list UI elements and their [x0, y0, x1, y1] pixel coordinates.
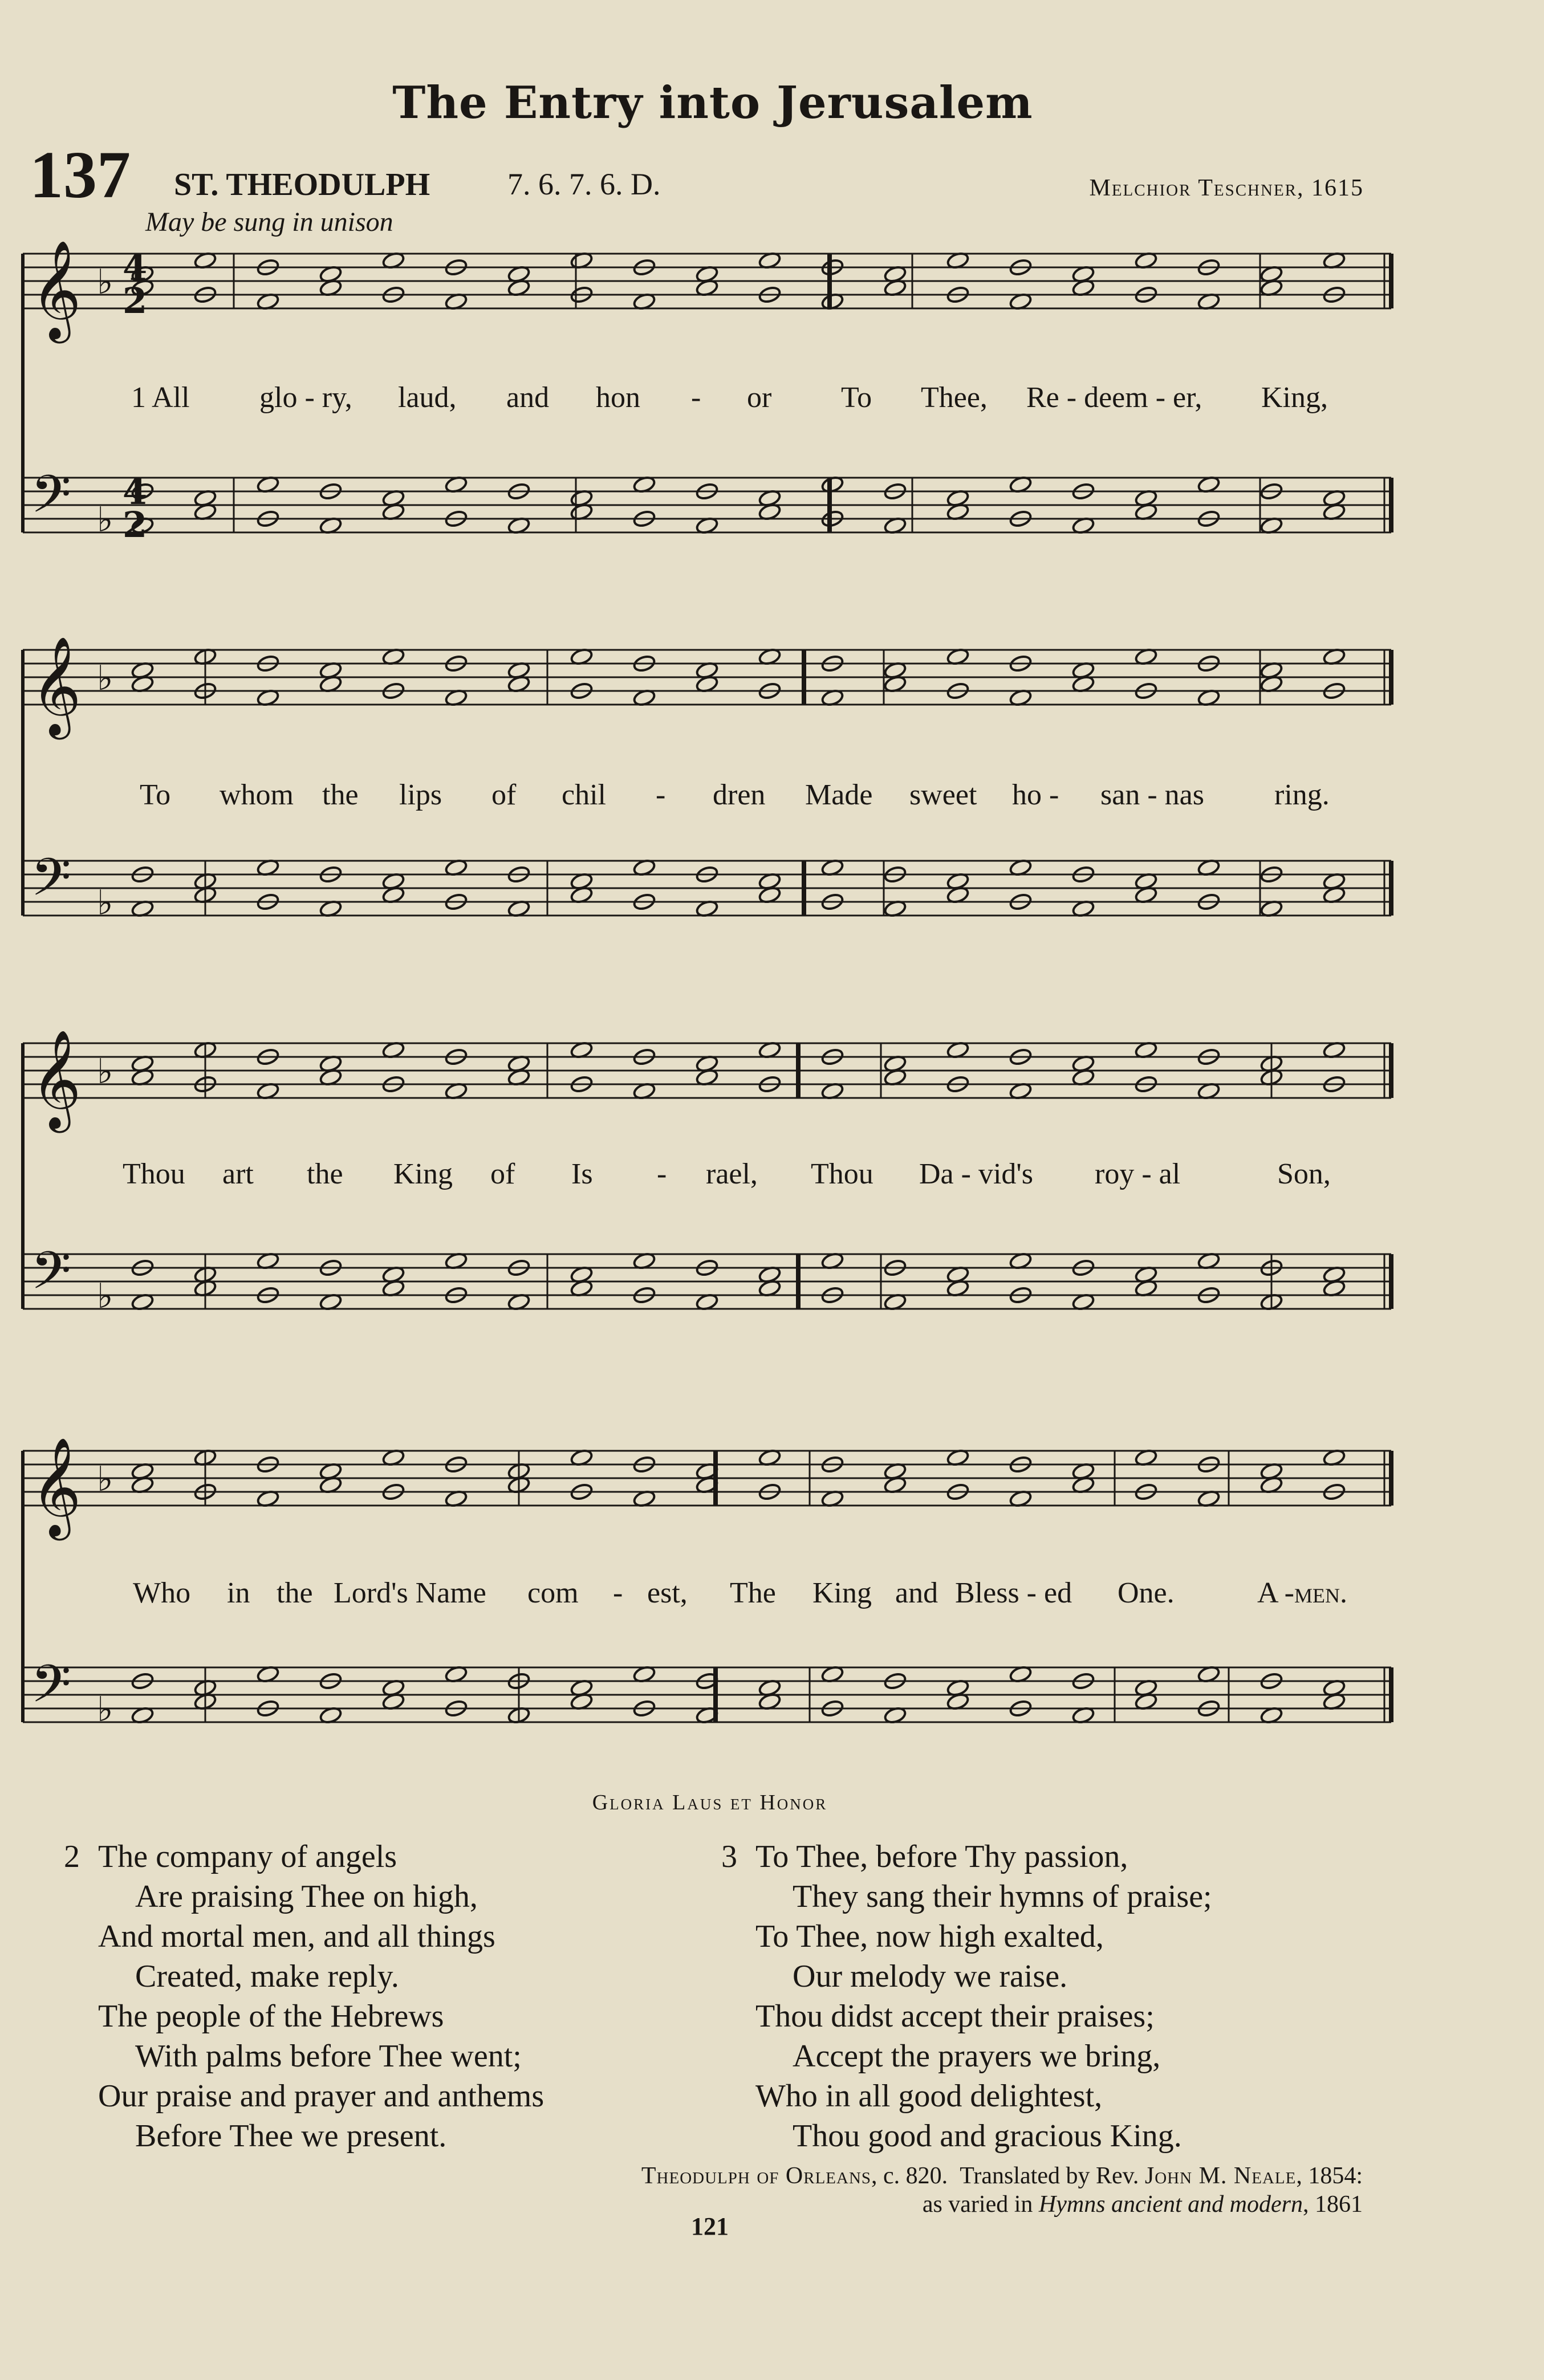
- lyric-syllable: the: [322, 779, 359, 811]
- lyric-syllable: ring.: [1274, 779, 1330, 811]
- credits: [641, 2162, 1363, 2219]
- stanza-line: Created, make reply.: [135, 1959, 399, 1994]
- stanza-line: They sang their hymns of praise;: [793, 1879, 1212, 1914]
- lyric-syllable: est,: [647, 1577, 688, 1609]
- stanza-line: The people of the Hebrews: [98, 1999, 444, 2034]
- lyric-syllable: -: [691, 381, 701, 414]
- varied-work: Hymns ancient and modern: [1038, 2191, 1303, 2218]
- lyric-syllable: rael,: [706, 1158, 758, 1190]
- lyric-syllable: Who: [133, 1577, 191, 1609]
- stanza-number: 2: [64, 1839, 80, 1874]
- flat-icon: ♭: [97, 1690, 113, 1730]
- stanza-line: To Thee, now high exalted,: [755, 1919, 1104, 1954]
- stanza-3: [721, 1837, 1212, 2156]
- section-title: The Entry into Jerusalem: [392, 77, 1033, 129]
- lyric-syllable: One.: [1118, 1577, 1175, 1609]
- lyric-syllable: glo - ry,: [259, 381, 352, 414]
- flat-icon: ♭: [97, 1276, 113, 1316]
- stanza-line: Thou good and gracious King.: [793, 2118, 1182, 2154]
- lyric-syllable: Thou: [123, 1158, 185, 1190]
- amen: A -men.: [1257, 1577, 1347, 1609]
- lyric-syllable: Is: [571, 1158, 593, 1190]
- lyric-syllable: san - nas: [1100, 779, 1204, 811]
- lyric-syllable: Da - vid's: [919, 1158, 1034, 1190]
- lyric-syllable: roy - al: [1095, 1158, 1181, 1190]
- author: Theodulph of Orleans: [641, 2163, 872, 2189]
- lyric-syllable: the: [277, 1577, 313, 1609]
- hymn-number: 137: [30, 137, 131, 212]
- lyric-syllable: Made: [805, 779, 873, 811]
- lyric-syllable: -: [613, 1577, 623, 1609]
- treble-clef-icon: 𝄞: [31, 636, 82, 735]
- lyric-syllable: Re - deem - er,: [1026, 381, 1202, 414]
- lyric-syllable: of: [490, 1158, 515, 1190]
- flat-icon: ♭: [97, 883, 113, 923]
- translated-by: Translated by Rev.: [960, 2163, 1139, 2189]
- treble-clef-icon: 𝄞: [31, 240, 82, 339]
- stanza-line: With palms before Thee went;: [135, 2039, 522, 2074]
- page-number: 121: [691, 2212, 729, 2240]
- lyric-syllable: Thou: [811, 1158, 873, 1190]
- time-signature-top: 4: [123, 247, 148, 288]
- time-signature-top: 4: [123, 471, 148, 512]
- lyric-syllable: -: [656, 779, 666, 811]
- flat-icon: ♭: [97, 500, 113, 540]
- treble-clef-icon: 𝄞: [31, 1437, 82, 1536]
- stanza-line: Are praising Thee on high,: [135, 1879, 478, 1914]
- bass-clef-icon: 𝄢: [31, 1240, 71, 1313]
- lyric-syllable: Thee,: [921, 381, 988, 414]
- lyric-syllable: com: [527, 1577, 579, 1609]
- lyric-syllable: in: [227, 1577, 250, 1609]
- lyric-syllable: The: [730, 1577, 776, 1609]
- composer: Melchior Teschner, 1615: [1089, 175, 1364, 201]
- flat-icon: ♭: [97, 1052, 113, 1092]
- lyric-syllable: and: [895, 1577, 938, 1609]
- lyric-syllable: King: [812, 1577, 872, 1609]
- source-title: Gloria Laus et Honor: [592, 1791, 828, 1815]
- lyric-syllable: To: [140, 779, 171, 811]
- time-signature-bottom: 2: [123, 504, 148, 546]
- lyric-syllable: ho -: [1012, 779, 1059, 811]
- stanza-number: 3: [721, 1839, 737, 1874]
- flat-icon: ♭: [97, 658, 113, 698]
- stanza-2: [64, 1837, 544, 2156]
- treble-clef-icon: 𝄞: [31, 1030, 82, 1129]
- stanza-line: To Thee, before Thy passion,: [755, 1839, 1128, 1874]
- bass-clef-icon: 𝄢: [31, 464, 71, 537]
- lyric-syllable: hon: [596, 381, 640, 414]
- translator: John M. Neale: [1144, 2163, 1297, 2189]
- stanza-line: Thou didst accept their praises;: [755, 1999, 1155, 2034]
- stanza-line: Our praise and prayer and anthems: [98, 2078, 545, 2114]
- lyric-syllable: lips: [399, 779, 442, 811]
- lyric-syllable: and: [506, 381, 550, 414]
- tune-name: ST. THEODULPH: [174, 167, 430, 202]
- varied-prefix: as varied in: [922, 2191, 1033, 2218]
- stanza-line: Before Thee we present.: [135, 2118, 447, 2154]
- lyric-syllable: Bless - ed: [955, 1577, 1072, 1609]
- lyric-syllable: or: [747, 381, 772, 414]
- lyric-syllable: of: [491, 779, 517, 811]
- lyric-syllable: chil: [562, 779, 606, 811]
- stanza-line: Our melody we raise.: [793, 1959, 1068, 1994]
- bass-clef-icon: 𝄢: [31, 847, 71, 920]
- bass-clef-icon: 𝄢: [31, 1654, 71, 1727]
- lyric-syllable: Lord's Name: [334, 1577, 486, 1609]
- translator-date: , 1854:: [1296, 2163, 1363, 2189]
- lyric-syllable: -: [657, 1158, 667, 1190]
- lyric-syllable: dren: [713, 779, 766, 811]
- time-signature-bottom: 2: [123, 280, 148, 322]
- lyric-syllable: King,: [1261, 381, 1328, 414]
- lyric-syllable: laud,: [398, 381, 457, 414]
- author-date: , c. 820.: [871, 2163, 948, 2189]
- lyric-syllable: 1 All: [131, 381, 190, 414]
- stanza-line: And mortal men, and all things: [98, 1919, 495, 1954]
- stanza-line: Who in all good delightest,: [755, 2078, 1103, 2114]
- performance-instruction: May be sung in unison: [145, 207, 393, 237]
- meter: 7. 6. 7. 6. D.: [507, 167, 661, 201]
- flat-icon: ♭: [97, 262, 113, 302]
- lyric-syllable: To: [841, 381, 872, 414]
- lyric-syllable: the: [307, 1158, 343, 1190]
- lyric-syllable: King: [393, 1158, 453, 1190]
- lyric-syllable: art: [222, 1158, 254, 1190]
- lyric-syllable: whom: [220, 779, 294, 811]
- varied-date: , 1861: [1303, 2191, 1363, 2218]
- flat-icon: ♭: [97, 1459, 113, 1499]
- lyric-syllable: sweet: [909, 779, 977, 811]
- lyric-syllable: Son,: [1277, 1158, 1331, 1190]
- stanza-line: Accept the prayers we bring,: [793, 2039, 1161, 2074]
- stanza-line: The company of angels: [98, 1839, 397, 1874]
